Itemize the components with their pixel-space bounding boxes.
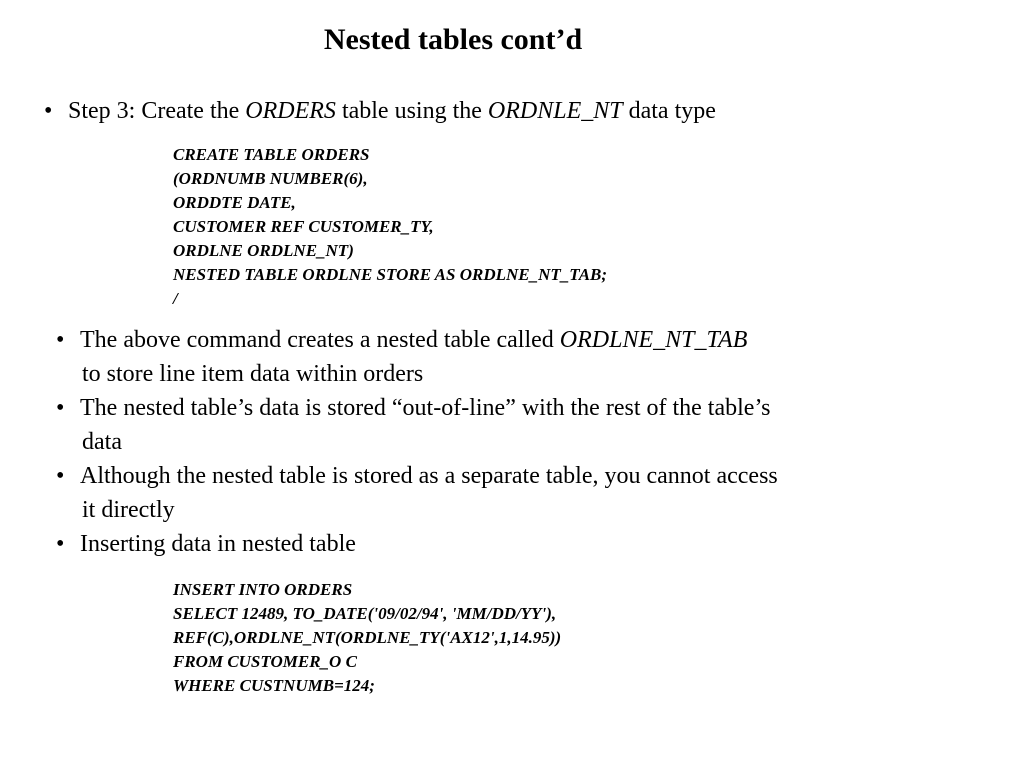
bullet-1-continuation: to store line item data within orders [82,361,424,387]
code-line: / [173,289,178,308]
bullet-4-text: Inserting data in nested table [80,531,356,557]
slide-title: Nested tables cont’d [323,23,583,56]
bullet-dot: • [56,531,65,557]
bullet-3-text: Although the nested table is stored as a separate table, you cannot access [80,463,778,489]
bullet-4 [56,527,356,561]
step3-prefix: Step 3: Create the [68,98,246,124]
bullet-3-continuation: it directly [82,497,175,523]
bullet-3 [56,459,778,493]
bullet-dot: • [56,327,65,353]
create-table-code [173,143,607,311]
bullet-1-text: The above command creates a nested table called [80,327,560,353]
bullet-dot: • [44,98,53,124]
code-line: (ORDNUMB NUMBER(6), [173,169,368,188]
step3-suffix: data type [622,98,716,124]
step3-bullet [44,94,716,128]
code-line: CREATE TABLE ORDERS [173,145,370,164]
bullet-2-continuation: data [82,429,122,455]
code-line: CUSTOMER REF CUSTOMER_TY, [173,217,434,236]
code-line: FROM CUSTOMER_O C [173,652,357,671]
code-line: WHERE CUSTNUMB=124; [173,676,375,695]
step3-orders: ORDERS [245,98,336,124]
insert-code [173,578,561,698]
code-line: SELECT 12489, TO_DATE('09/02/94', 'MM/DD/YY'), [173,604,557,623]
code-line: REF(C),ORDLNE_NT(ORDLNE_TY('AX12',1,14.95)) [173,628,562,647]
step3-middle: table using the [335,98,488,124]
bullet-1-em: ORDLNE_NT_TAB [559,327,748,353]
code-line: NESTED TABLE ORDLNE STORE AS ORDLNE_NT_TAB; [173,265,608,284]
code-line: ORDLNE ORDLNE_NT) [173,241,354,260]
code-line: ORDDTE DATE, [173,193,296,212]
step3-ordnle-nt: ORDNLE_NT [487,98,623,124]
bullet-1 [56,323,747,357]
bullet-2 [56,391,770,425]
bullet-2-text: The nested table’s data is stored “out-of-line” with the rest of the table’s [80,395,771,421]
bullet-dot: • [56,463,65,489]
bullet-dot: • [56,395,65,421]
code-line: INSERT INTO ORDERS [173,580,353,599]
